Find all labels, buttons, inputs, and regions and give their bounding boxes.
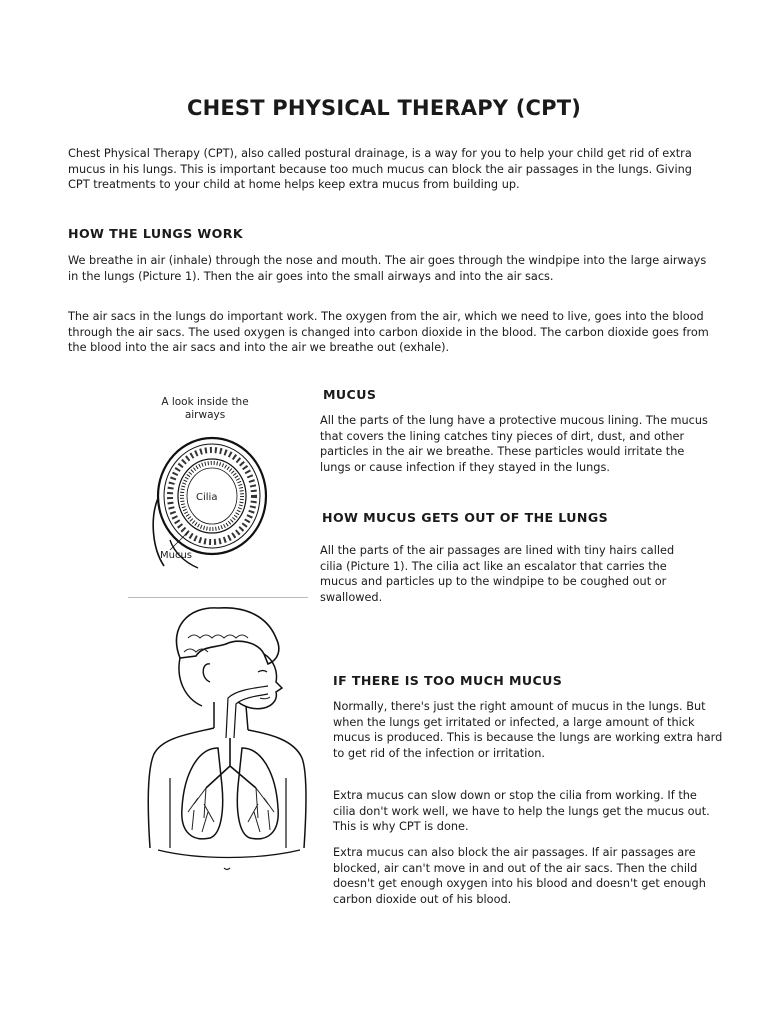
paragraph-breathing: We breathe in air (inhale) through the nose and mouth. The air goes through the windpipe into the large airways in the lungs (Picture 1). Then the air goes into the small airways and into the air sacs. bbox=[68, 254, 707, 283]
paragraph-too-much-3: Extra mucus can also block the air passages. If air passages are blocked, air can't move in and out of the air sacs. Then the child doesn't get enough oxygen into his blood and doesn't get enough carbon dioxide out of his blood. bbox=[333, 846, 706, 906]
section-heading-mucus: MUCUS bbox=[323, 387, 377, 402]
child-lungs-illustration bbox=[118, 598, 318, 888]
figure-caption: A look inside the airways bbox=[161, 396, 249, 421]
paragraph-air-sacs: The air sacs in the lungs do important work. The oxygen from the air, which we need to live, goes into the blood through the air sacs. The used oxygen is changed into carbon dioxide in the blood. The carbon dioxide goes from the blood into the air sacs and into the air we breathe out (exhale). bbox=[68, 310, 709, 355]
paragraph-too-much-1: Normally, there's just the right amount of mucus in the lungs. But when the lungs get irritated or infected, a large amount of thick mucus is produced. This is because the lungs are working extra hard to get rid of the infection or irritation. bbox=[333, 700, 723, 760]
section-heading-too-much-mucus: IF THERE IS TOO MUCH MUCUS bbox=[333, 673, 563, 688]
section-heading-lungs-work: HOW THE LUNGS WORK bbox=[68, 226, 244, 241]
mucus-label: Mucus bbox=[160, 550, 193, 561]
paragraph-mucus: All the parts of the lung have a protective mucous lining. The mucus that covers the lining catches tiny pieces of dirt, dust, and other particles in the air we breathe. These particles would irritate the lungs or cause infection if they stayed in the lungs. bbox=[320, 414, 708, 474]
intro-paragraph: Chest Physical Therapy (CPT), also called postural drainage, is a way for you to help your child get rid of extra mucus in his lungs. This is important because too much mucus can block the air passages in the lungs. Giving CPT treatments to your child at home helps keep extra mucus from building up. bbox=[68, 147, 692, 192]
paragraph-too-much-2: Extra mucus can slow down or stop the cilia from working. If the cilia don't work well, we have to help the lungs get the mucus out. This is why CPT is done. bbox=[333, 789, 710, 834]
page-title: CHEST PHYSICAL THERAPY (CPT) bbox=[186, 96, 582, 120]
paragraph-cilia: All the parts of the air passages are lined with tiny hairs called cilia (Picture 1). The cilia act like an escalator that carries the mucus and particles up to the windpipe to be coughed out or swallowed. bbox=[320, 544, 675, 604]
section-heading-mucus-out: HOW MUCUS GETS OUT OF THE LUNGS bbox=[322, 510, 609, 525]
cilia-label: Cilia bbox=[196, 492, 218, 503]
